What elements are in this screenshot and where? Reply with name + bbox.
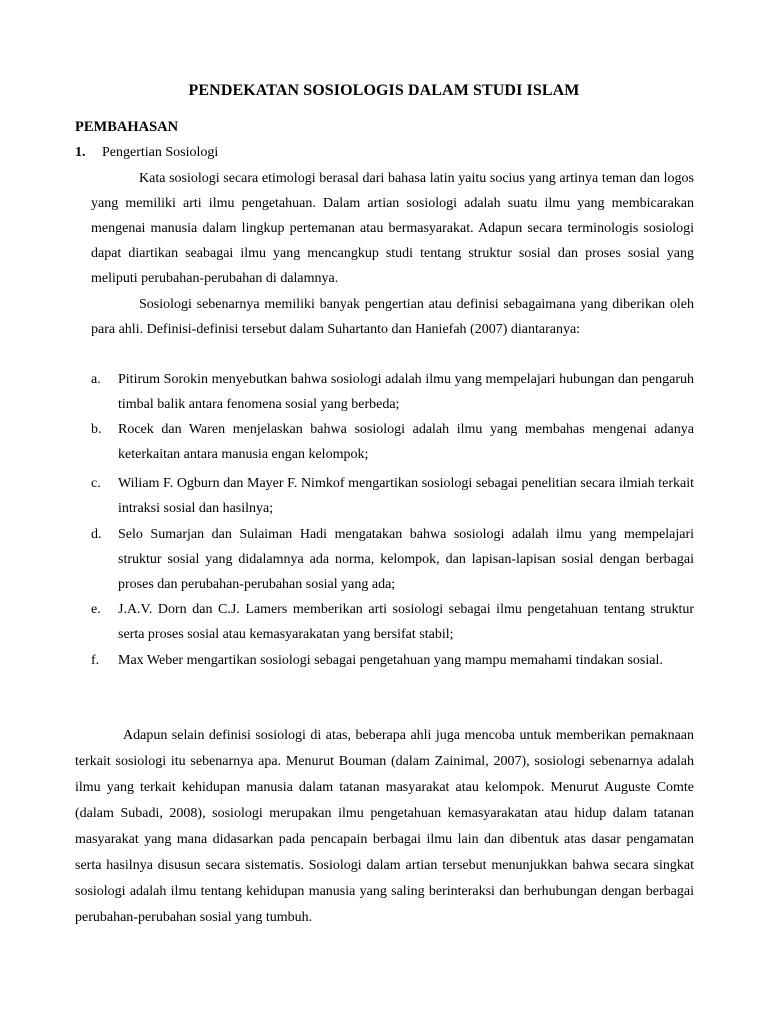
list-item-text: Pitirum Sorokin menyebutkan bahwa sosiologi adalah ilmu yang mempelajari hubungan dan pengaruh timbal balik antara fenomena sosial yang berbeda; <box>118 372 694 412</box>
section-heading: PEMBAHASAN <box>75 119 179 135</box>
list-item-text: Max Weber mengartikan sosiologi sebagai pengetahuan yang mampu memahami tindakan sosial. <box>118 653 663 668</box>
paragraph-etymology-text: Kata sosiologi secara etimologi berasal dari bahasa latin yaitu socius yang artinya teman dan logos yang memiliki arti ilmu pengetahuan. Dalam artian sosiologi adalah suatu ilmu yang membicarakan mengenai manusia dalam lingkup pertemanan atau bermasyarakat. Adapun secara terminologis sosiologi dapat diartikan seabagai ilmu yang mencangkup studi tentang struktur sosial dan proses sosial yang meliputi perubahan-perubahan di dalamnya. <box>91 171 694 286</box>
list-item-text: J.A.V. Dorn dan C.J. Lamers memberikan arti sosiologi sebagai ilmu pengetahuan tentang struktur serta proses sosial atau kemasyarakatan yang bersifat stabil; <box>118 602 694 642</box>
subsection-number: 1. <box>75 145 86 160</box>
paragraph-definitions-intro <box>91 292 694 342</box>
paragraph-closing-text: Adapun selain definisi sosiologi di atas, beberapa ahli juga mencoba untuk memberikan pemaknaan terkait sosiologi itu sebenarnya apa. Menurut Bouman (dalam Zainimal, 2007), sosiologi sebenarnya adalah ilmu yang terkait kehidupan manusia dalam tatanan masyarakat atau kelompok. Menurut Auguste Comte (dalam Subadi, 2008), sosiologi merupakan ilmu pengetahuan kemasyarakatan atau hidup dalam tatanan masyarakat yang mana didasarkan pada pencapain berbagai ilmu lain dan dibentuk atas dasar pengamatan serta hasilnya disusun secara sistematis. Sosiologi dalam artian tersebut menunjukkan bahwa secara singkat sosiologi adalah ilmu tentang kehidupan manusia yang saling berinteraksi dan berhubungan dengan berbagai perubahan-perubahan sosial yang tumbuh. <box>75 728 694 925</box>
paragraph-etymology <box>91 166 694 291</box>
list-item-text: Rocek dan Waren menjelaskan bahwa sosiologi adalah ilmu yang membahas mengenai adanya keterkaitan antara manusia engan kelompok; <box>118 422 694 462</box>
list-marker: a. <box>91 372 101 387</box>
list-marker: e. <box>91 602 101 617</box>
list-marker: d. <box>91 527 102 542</box>
paragraph-definitions-intro-text: Sosiologi sebenarnya memiliki banyak pengertian atau definisi sebagaimana yang diberikan oleh para ahli. Definisi-definisi tersebut dalam Suhartanto dan Haniefah (2007) diantaranya: <box>91 297 694 337</box>
list-item-text: Wiliam F. Ogburn dan Mayer F. Nimkof mengartikan sosiologi sebagai penelitian secara ilmiah terkait intraksi sosial dan hasilnya; <box>118 476 694 516</box>
list-item-text: Selo Sumarjan dan Sulaiman Hadi mengatakan bahwa sosiologi adalah ilmu yang mempelajari struktur sosial yang didalamnya ada norma, kelompok, dan lapisan-lapisan sosial dengan berbagai proses dan perubahan-perubahan sosial yang ada; <box>118 527 694 592</box>
list-marker: b. <box>91 422 102 437</box>
list-marker: f. <box>91 653 100 668</box>
document-title: PENDEKATAN SOSIOLOGIS DALAM STUDI ISLAM <box>188 82 580 99</box>
subsection-title: Pengertian Sosiologi <box>102 145 219 160</box>
paragraph-closing <box>75 723 694 931</box>
list-marker: c. <box>91 476 101 491</box>
